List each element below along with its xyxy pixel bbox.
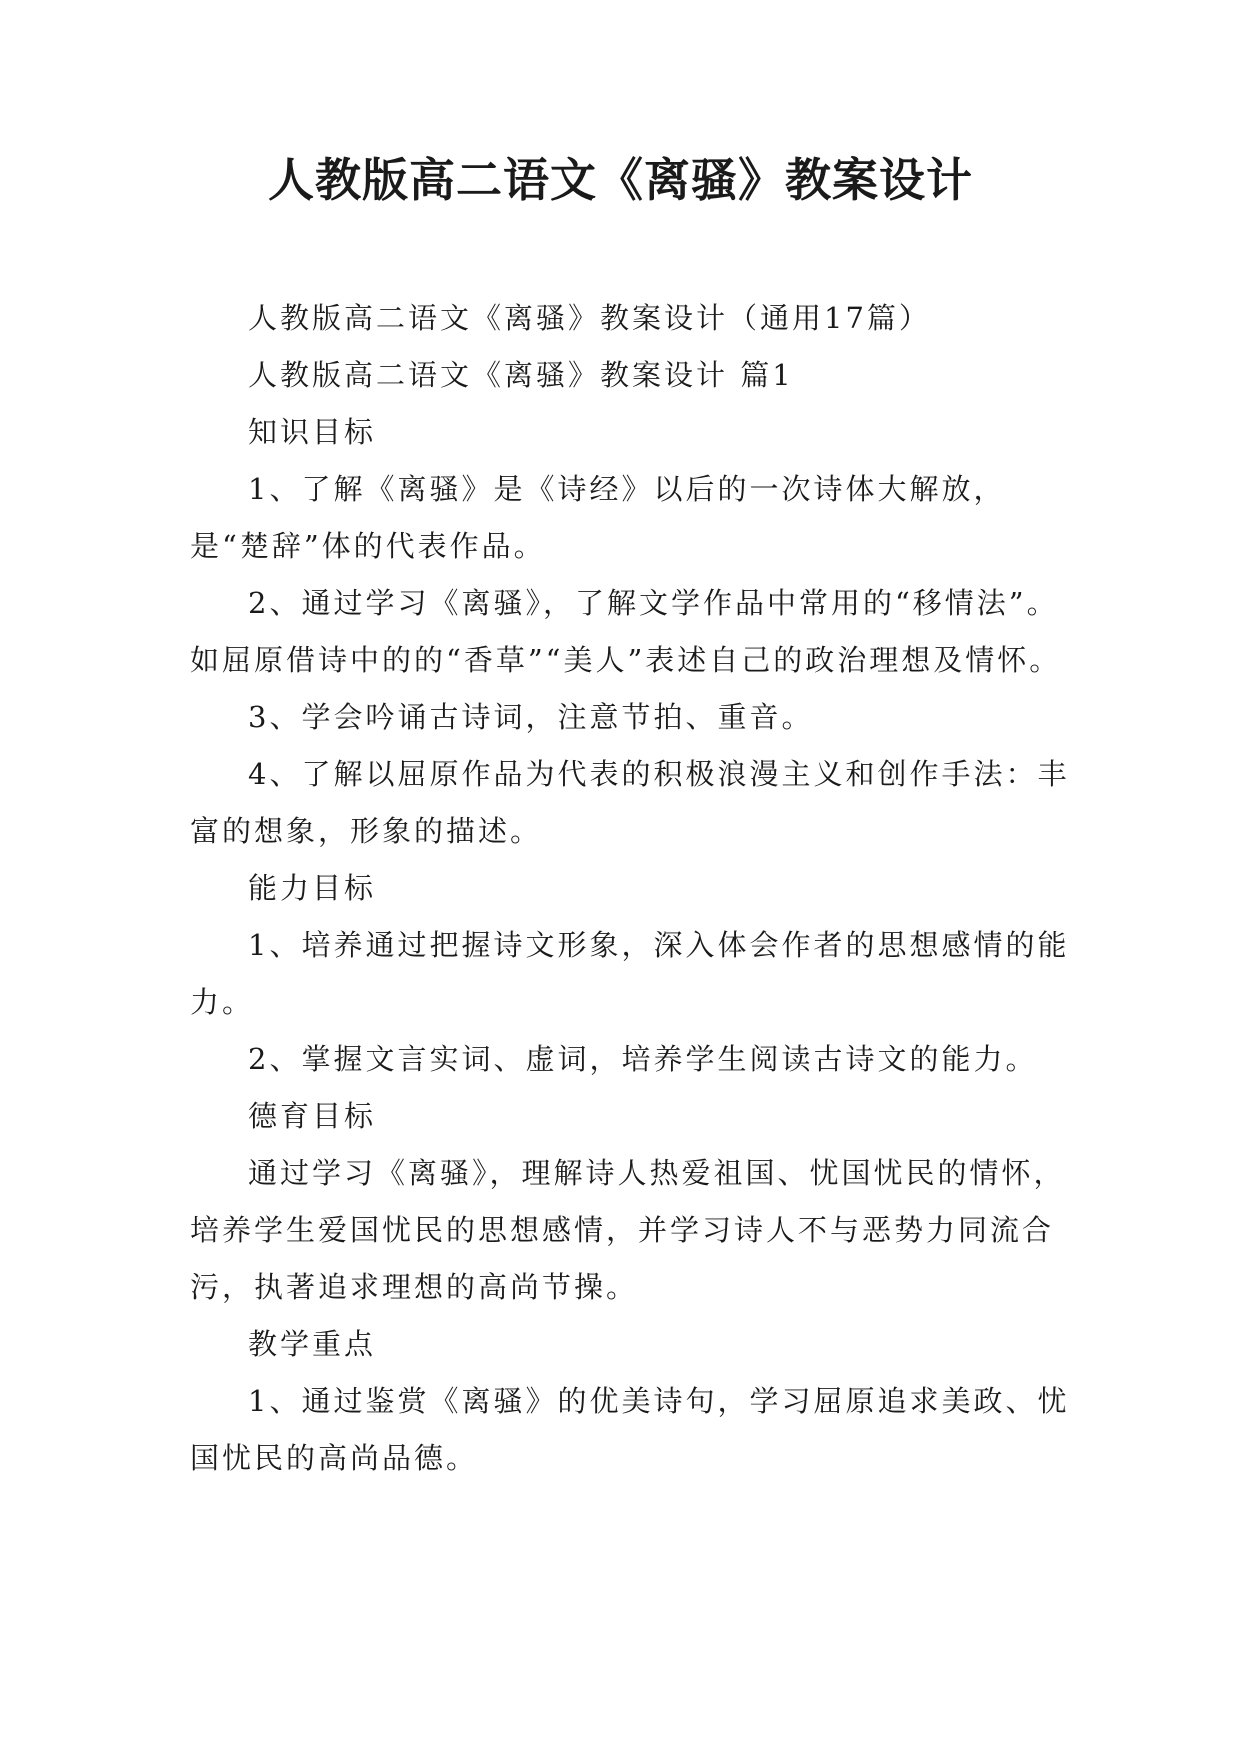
heading-knowledge-goals: 知识目标 (248, 415, 377, 449)
document-title: 人教版高二语文《离骚》教案设计 (268, 153, 973, 207)
paragraph-knowledge-4: 4、了解以屈原作品为代表的积极浪漫主义和创作手法：丰富的想象，形象的描述。 (190, 757, 1070, 848)
heading-ability-goals: 能力目标 (248, 871, 377, 905)
paragraph-focus-1: 1、通过鉴赏《离骚》的优美诗句，学习屈原追求美政、忧国忧民的高尚品德。 (190, 1384, 1070, 1475)
heading-moral-goals: 德育目标 (248, 1099, 377, 1133)
heading-teaching-focus: 教学重点 (248, 1327, 377, 1361)
document-body (190, 290, 1070, 1487)
paragraph-knowledge-3: 3、学会吟诵古诗词，注意节拍、重音。 (248, 700, 814, 734)
paragraph-moral: 通过学习《离骚》，理解诗人热爱祖国、忧国忧民的情怀，培养学生爱国忧民的思想感情，并学习诗人不与恶势力同流合污，执著追求理想的高尚节操。 (190, 1156, 1066, 1304)
paragraph-ability-2: 2、掌握文言实词、虚词，培养学生阅读古诗文的能力。 (248, 1042, 1038, 1076)
paragraph-knowledge-2: 2、通过学习《离骚》，了解文学作品中常用的“移情法”。如屈原借诗中的的“香草”“美人”表述自己的政治理想及情怀。 (190, 586, 1062, 677)
paragraph-section-heading: 人教版高二语文《离骚》教案设计 篇1 (248, 358, 794, 392)
paragraph-knowledge-1: 1、了解《离骚》是《诗经》以后的一次诗体大解放，是“楚辞”体的代表作品。 (190, 472, 1006, 563)
paragraph-subtitle: 人教版高二语文《离骚》教案设计（通用17篇） (248, 301, 931, 335)
paragraph-ability-1: 1、培养通过把握诗文形象，深入体会作者的思想感情的能力。 (190, 928, 1070, 1019)
